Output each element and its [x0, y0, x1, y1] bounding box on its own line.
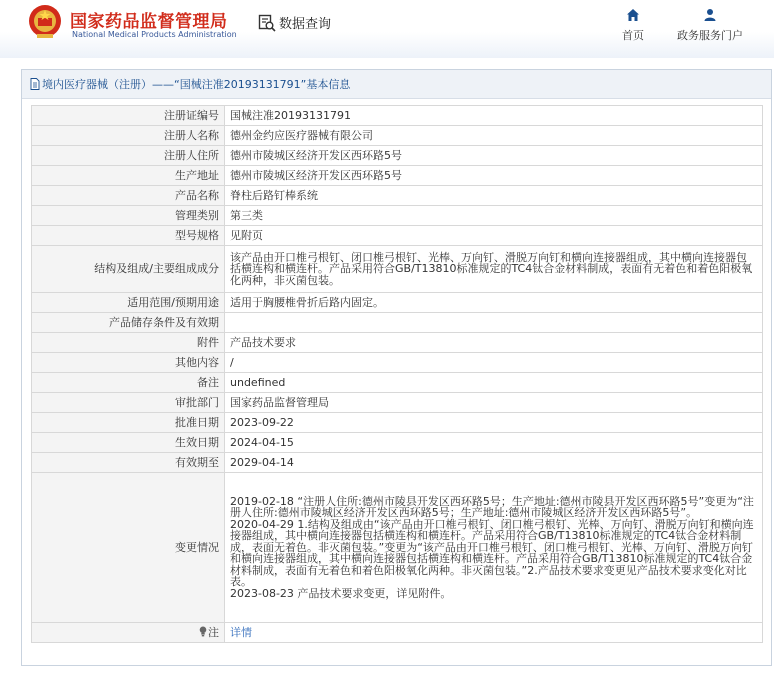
- row-value: 产品技术要求: [225, 333, 763, 353]
- nav-home-label: 首页: [622, 29, 644, 42]
- row-key: 管理类别: [32, 206, 225, 226]
- table-row: [32, 166, 763, 186]
- row-key: 适用范围/预期用途: [32, 293, 225, 313]
- row-key: 备注: [32, 373, 225, 393]
- row-value: 见附页: [225, 226, 763, 246]
- table-row: [32, 126, 763, 146]
- table-row: [32, 473, 763, 623]
- row-value: 2023-09-22: [225, 413, 763, 433]
- row-key: 生效日期: [32, 433, 225, 453]
- table-row: [32, 206, 763, 226]
- table-row: [32, 246, 763, 293]
- national-emblem-icon: [28, 4, 62, 40]
- row-value: 2029-04-14: [225, 453, 763, 473]
- row-value: 2019-02-18 “注册人住所:德州市陵县开发区西环路5号；生产地址:德州市陵县开发区西环路5号”变更为“注册人住所:德州市陵城区经济开发区西环路5号；生产地址:德州市陵城区经济开发区西环路5号”。 2020-04-29 1.结构及组成由“该产品由开口椎弓根钉、闭口椎弓根钉、光棒、万向钉、滑脱万向钉和横向连接器组成，其中横向连接器包括横连构和横连杆。产品采用符合GB/T13810标准规定的TC4钛合金材料制成，表面无着色。非灭菌包装。”变更为“该产品由开口椎弓根钉、闭口椎弓根钉、光棒、万向钉、滑脱万向钉和横向连接器组成，其中横向连接器包括横连构和横连杆。产品采用符合GB/T13810标准规定的TC4钛合金材料制成，表面有无着色和着色阳极氧化两种。非灭菌包装。”2.产品技术要求变更见产品技术要求变化对比表。 2023-08-23 产品技术要求变更，详见附件。: [225, 473, 763, 623]
- table-row: [32, 313, 763, 333]
- row-key: 注册人住所: [32, 146, 225, 166]
- row-key: 变更情况: [32, 473, 225, 623]
- row-key: 有效期至: [32, 453, 225, 473]
- table-row: [32, 393, 763, 413]
- brand-subtitle: National Medical Products Administration: [72, 30, 237, 39]
- row-key: 审批部门: [32, 393, 225, 413]
- data-search-icon: [258, 14, 276, 32]
- document-icon: [30, 78, 40, 90]
- row-value: /: [225, 353, 763, 373]
- row-key: 注册证编号: [32, 106, 225, 126]
- panel-title-text: 境内医疗器械（注册）——“国械注准20193131791”基本信息: [42, 78, 351, 91]
- row-key: 批准日期: [32, 413, 225, 433]
- table-row: [32, 333, 763, 353]
- home-icon: [626, 8, 640, 22]
- table-row: [32, 106, 763, 126]
- brand-title: 国家药品监督管理局: [70, 12, 228, 32]
- row-value: 第三类: [225, 206, 763, 226]
- nav-gov-label: 政务服务门户: [677, 29, 743, 42]
- row-value: 该产品由开口椎弓根钉、闭口椎弓根钉、光棒、万向钉、滑脱万向钉和横向连接器组成，其中横向连接器包括横连构和横连杆。产品采用符合GB/T13810标准规定的TC4钛合金材料制成，表面有无着色和着色阳极氧化两种，非灭菌包装。: [225, 246, 763, 293]
- table-row: [32, 353, 763, 373]
- row-key: 产品储存条件及有效期: [32, 313, 225, 333]
- site-header: [0, 0, 774, 58]
- table-row: [32, 293, 763, 313]
- row-key: 附件: [32, 333, 225, 353]
- row-key: 其他内容: [32, 353, 225, 373]
- row-key: 产品名称: [32, 186, 225, 206]
- row-value: 脊柱后路钉棒系统: [225, 186, 763, 206]
- row-key: 生产地址: [32, 166, 225, 186]
- row-value: 适用于胸腰椎骨折后路内固定。: [225, 293, 763, 313]
- user-icon: [703, 8, 717, 22]
- table-row: [32, 433, 763, 453]
- table-row: [32, 186, 763, 206]
- table-row: [32, 373, 763, 393]
- row-key-note: [32, 623, 225, 643]
- table-row: [32, 146, 763, 166]
- nav-home[interactable]: [617, 8, 649, 43]
- row-value: 国家药品监督管理局: [225, 393, 763, 413]
- details-link[interactable]: 详情: [230, 625, 252, 639]
- row-value: 德州金约应医疗器械有限公司: [225, 126, 763, 146]
- row-key: 结构及组成/主要组成成分: [32, 246, 225, 293]
- row-value: 2024-04-15: [225, 433, 763, 453]
- row-key: 注册人名称: [32, 126, 225, 146]
- table-row: [32, 226, 763, 246]
- table-row: [32, 413, 763, 433]
- row-value: 德州市陵城区经济开发区西环路5号: [225, 166, 763, 186]
- note-label: 注: [208, 626, 219, 639]
- table-row: [32, 453, 763, 473]
- lightbulb-icon: [199, 626, 207, 637]
- row-value: 德州市陵城区经济开发区西环路5号: [225, 146, 763, 166]
- data-query-link[interactable]: [258, 13, 331, 32]
- row-key: 型号规格: [32, 226, 225, 246]
- table-row: [32, 623, 763, 643]
- row-value: [225, 623, 763, 643]
- row-value: 国械注准20193131791: [225, 106, 763, 126]
- info-table: [31, 105, 763, 643]
- panel-title: [22, 70, 771, 99]
- detail-panel: [21, 69, 772, 666]
- row-value: undefined: [225, 373, 763, 393]
- nav-gov-service[interactable]: [670, 8, 750, 43]
- data-query-label: 数据查询: [279, 17, 332, 32]
- row-value: [225, 313, 763, 333]
